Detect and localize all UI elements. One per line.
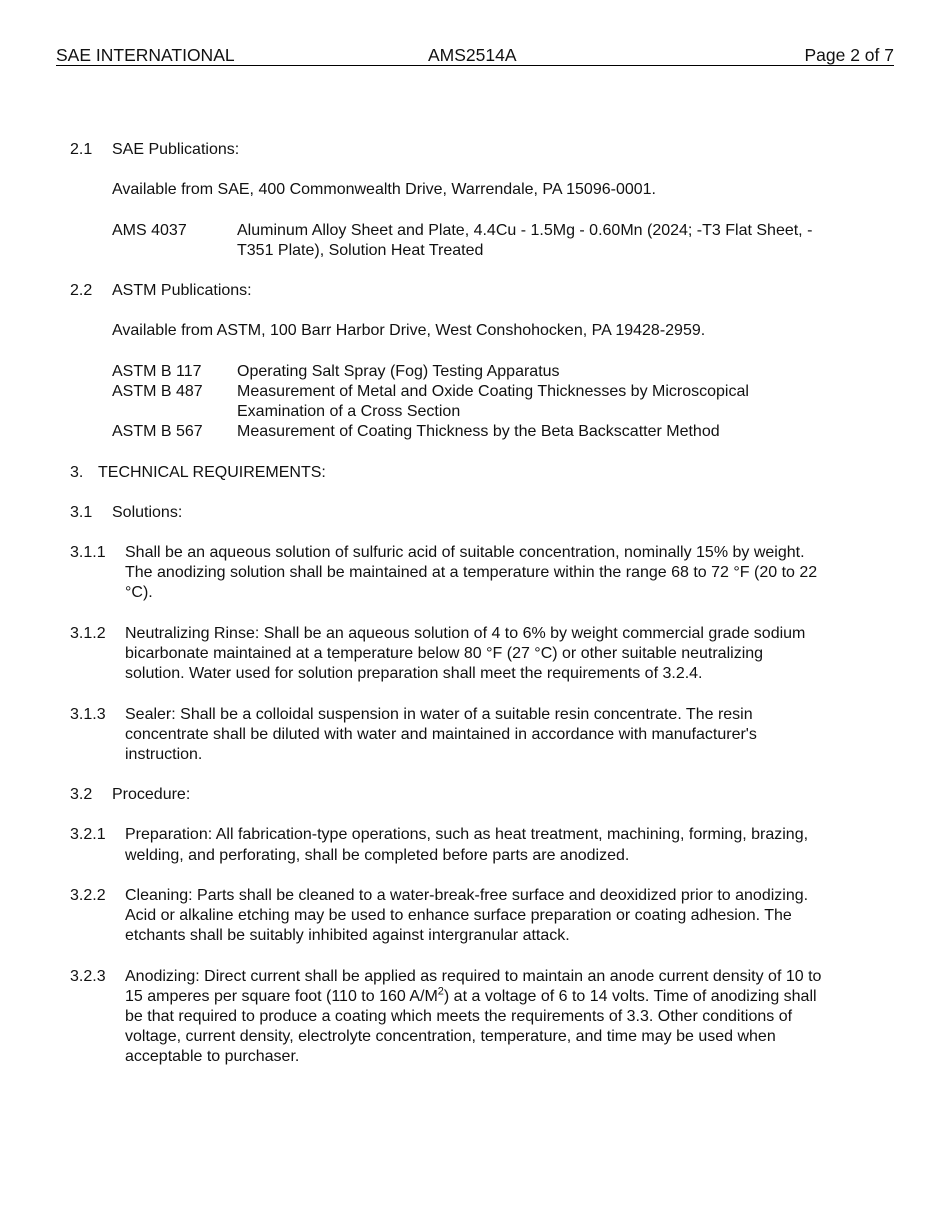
reference-title: T351 Plate), Solution Heat Treated — [237, 242, 484, 259]
header-page-number: Page 2 of 7 — [804, 45, 894, 65]
paragraph-line: Sealer: Shall be a colloidal suspension in water of a suitable resin concentrate. The resin — [125, 706, 753, 723]
paragraph-line: be that required to produce a coating which meets the requirements of 3.3. Other conditions of — [125, 1008, 793, 1025]
header-org: SAE INTERNATIONAL — [56, 45, 235, 65]
paragraph-number: 3.1.3 — [70, 706, 106, 723]
section-title: Solutions: — [112, 504, 183, 521]
paragraph-line: welding, and perforating, shall be completed before parts are anodized. — [125, 847, 630, 864]
page-header — [56, 45, 894, 66]
availability-text: Available from SAE, 400 Commonwealth Drive, Warrendale, PA 15096-0001. — [112, 181, 656, 198]
paragraph-line: acceptable to purchaser. — [125, 1048, 300, 1065]
paragraph-line: °C). — [125, 584, 153, 601]
availability-text: Available from ASTM, 100 Barr Harbor Drive, West Conshohocken, PA 19428-2959. — [112, 322, 706, 339]
paragraph-line: concentrate shall be diluted with water and maintained in accordance with manufacturer's — [125, 726, 757, 743]
section-number: 2.1 — [70, 141, 93, 158]
superscript: 2 — [437, 985, 444, 998]
reference-title: Measurement of Coating Thickness by the Beta Backscatter Method — [237, 423, 720, 440]
reference-title: Measurement of Metal and Oxide Coating Thicknesses by Microscopical — [237, 383, 749, 400]
section-number: 3.2 — [70, 786, 93, 803]
text-run: 15 amperes per square foot (110 to 160 A/M — [125, 988, 438, 1005]
section-number: 3. — [70, 464, 84, 481]
section-number: 3.1 — [70, 504, 93, 521]
paragraph-line: Anodizing: Direct current shall be applied as required to maintain an anode current density of 10 to — [125, 968, 822, 985]
section-title: Procedure: — [112, 786, 191, 803]
paragraph-line: Neutralizing Rinse: Shall be an aqueous solution of 4 to 6% by weight commercial grade sodium — [125, 625, 806, 642]
paragraph-line: solution. Water used for solution preparation shall meet the requirements of 3.2.4. — [125, 665, 703, 682]
paragraph-line: etchants shall be suitably inhibited against intergranular attack. — [125, 927, 570, 944]
section-number: 2.2 — [70, 282, 93, 299]
reference-title: Operating Salt Spray (Fog) Testing Apparatus — [237, 363, 560, 380]
reference-title: Aluminum Alloy Sheet and Plate, 4.4Cu - 1.5Mg - 0.60Mn (2024; -T3 Flat Sheet, - — [237, 222, 813, 239]
text-run: ) at a voltage of 6 to 14 volts. Time of anodizing shall — [443, 988, 817, 1005]
reference-code: ASTM B 487 — [112, 383, 203, 400]
paragraph-line: Preparation: All fabrication-type operations, such as heat treatment, machining, forming, brazing, — [125, 826, 809, 843]
paragraph-line: Cleaning: Parts shall be cleaned to a water-break-free surface and deoxidized prior to anodizing. — [125, 887, 809, 904]
paragraph-number: 3.1.1 — [70, 544, 106, 561]
paragraph-number: 3.2.2 — [70, 887, 106, 904]
paragraph-line: instruction. — [125, 746, 203, 763]
reference-code: AMS 4037 — [112, 222, 187, 239]
paragraph-number: 3.2.3 — [70, 968, 106, 985]
paragraph-line: Shall be an aqueous solution of sulfuric acid of suitable concentration, nominally 15% by weight. — [125, 544, 805, 561]
paragraph-line: voltage, current density, electrolyte concentration, temperature, and time may be used when — [125, 1028, 776, 1045]
section-title: TECHNICAL REQUIREMENTS: — [98, 464, 326, 481]
reference-code: ASTM B 567 — [112, 423, 203, 440]
paragraph-line: Acid or alkaline etching may be used to enhance surface preparation or coating adhesion. The — [125, 907, 792, 924]
paragraph-number: 3.2.1 — [70, 826, 106, 843]
reference-title: Examination of a Cross Section — [237, 403, 461, 420]
paragraph-line: The anodizing solution shall be maintained at a temperature within the range 68 to 72 °F (20 to 22 — [125, 564, 818, 581]
section-title: SAE Publications: — [112, 141, 240, 158]
paragraph-line — [125, 987, 817, 1007]
header-doc-number: AMS2514A — [428, 45, 517, 65]
paragraph-line: bicarbonate maintained at a temperature below 80 °F (27 °C) or other suitable neutralizing — [125, 645, 764, 662]
reference-code: ASTM B 117 — [112, 363, 202, 380]
paragraph-number: 3.1.2 — [70, 625, 106, 642]
section-title: ASTM Publications: — [112, 282, 252, 299]
